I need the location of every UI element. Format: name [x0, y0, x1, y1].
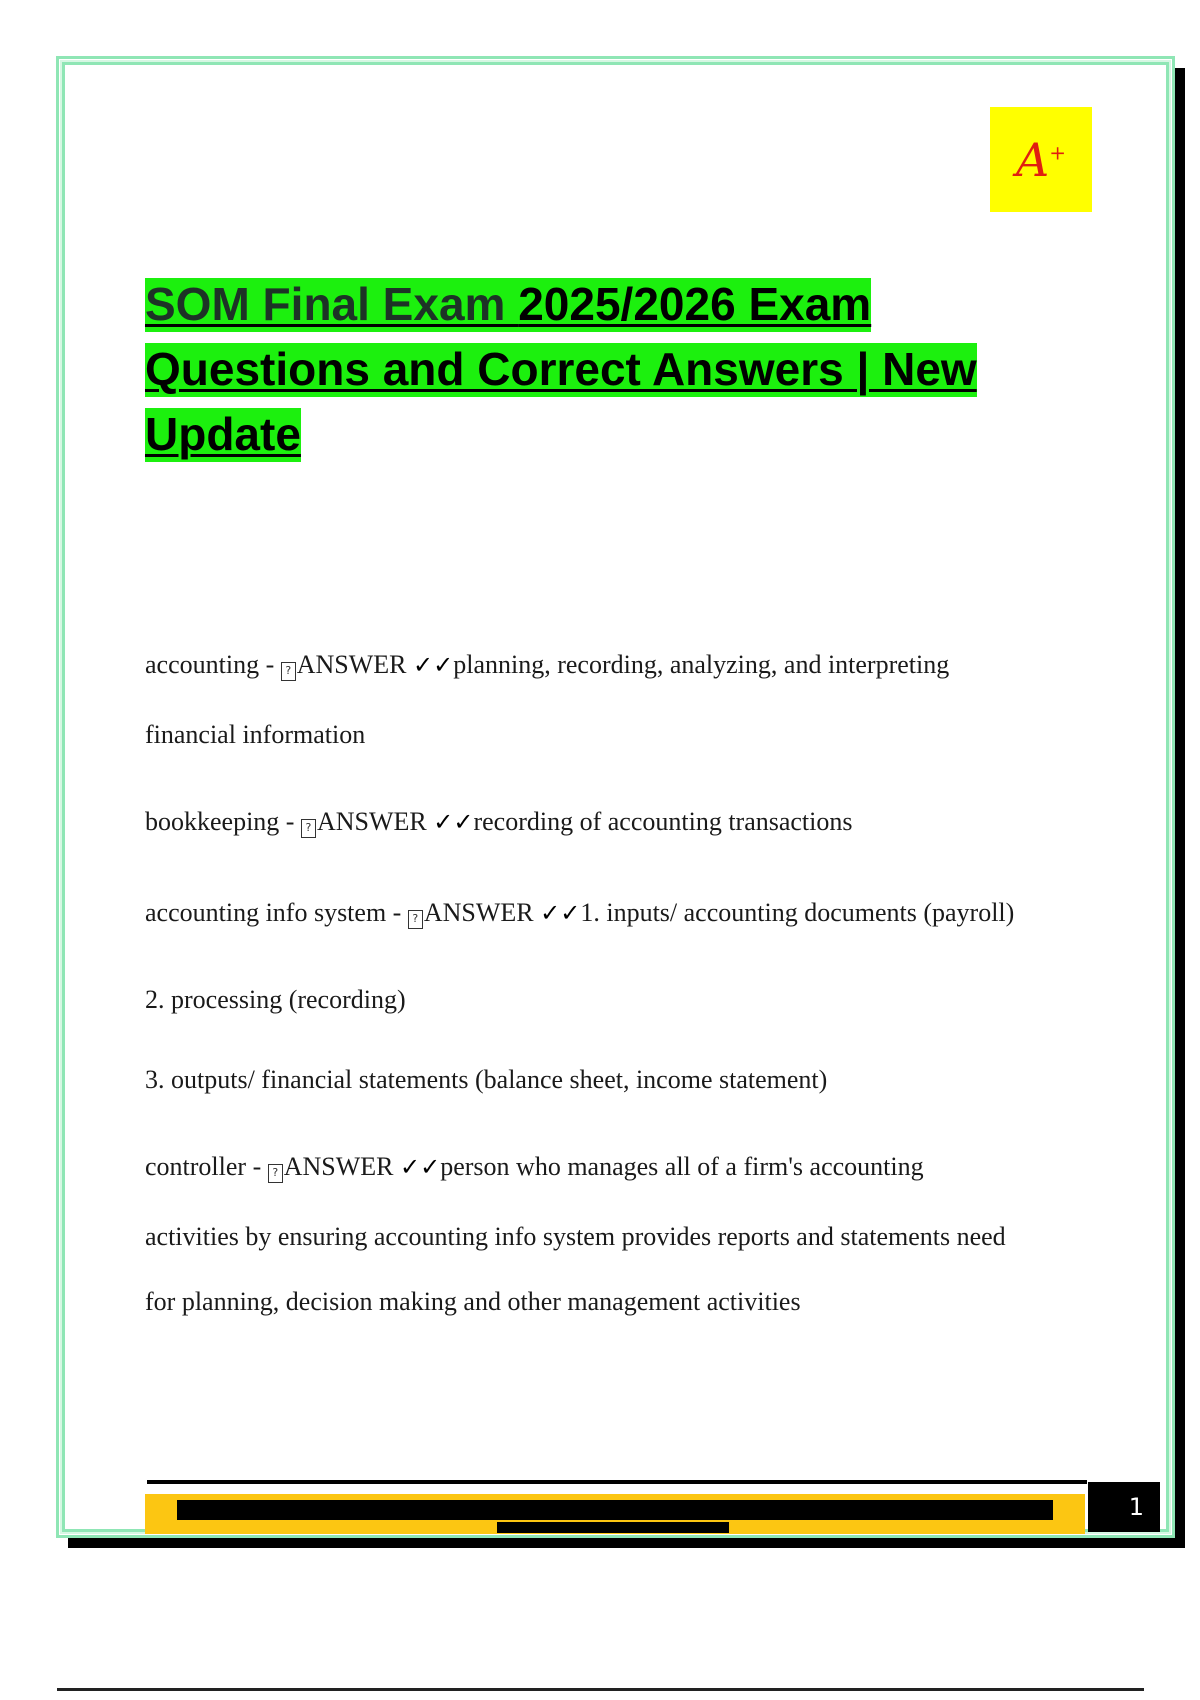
entry-term: controller -: [145, 1152, 268, 1181]
entry-bookkeeping-line-1: [145, 807, 853, 838]
entry-controller-line-2: activities by ensuring accounting info system provides reports and statements need: [145, 1222, 1006, 1251]
entry-controller-line-1: [145, 1152, 924, 1183]
missing-glyph-icon: ?: [268, 1164, 283, 1183]
entry-term: bookkeeping -: [145, 807, 301, 836]
logo-letter: A: [1016, 132, 1050, 187]
title-line-2: Questions and Correct Answers | New: [145, 343, 977, 395]
answer-marker: ANSWER: [423, 898, 541, 927]
entry-answer: recording of accounting transactions: [473, 807, 853, 836]
missing-glyph-icon: ?: [281, 662, 296, 681]
title-line-1-part-a: SOM Final Exam: [145, 278, 519, 330]
footer-small-bar: [497, 1522, 729, 1533]
entry-accounting-line-1: [145, 650, 949, 681]
answer-marker: ANSWER: [296, 650, 414, 679]
answer-marker: ANSWER: [316, 807, 434, 836]
missing-glyph-icon: ?: [301, 819, 316, 838]
entry-answer: person who manages all of a firm's accounting: [440, 1152, 924, 1181]
next-page-divider: [57, 1688, 1144, 1691]
entry-ais-line-1: [145, 898, 1014, 929]
entry-answer: planning, recording, analyzing, and interpreting: [453, 650, 950, 679]
entry-ais-line-2: 2. processing (recording): [145, 985, 406, 1014]
document-title: [145, 272, 1045, 467]
a-plus-grade-icon: [1016, 132, 1066, 187]
page-number: 1: [1088, 1482, 1160, 1532]
logo-plus: +: [1049, 140, 1066, 165]
footer-rule: [147, 1480, 1087, 1484]
missing-glyph-icon: ?: [408, 910, 423, 929]
double-check-icon: ✓✓: [400, 1153, 441, 1181]
title-line-1: [145, 278, 871, 332]
double-check-icon: ✓✓: [540, 899, 581, 927]
entry-term: accounting -: [145, 650, 281, 679]
answer-marker: ANSWER: [283, 1152, 401, 1181]
title-line-3: Update: [145, 408, 301, 460]
entry-controller-line-3: for planning, decision making and other management activities: [145, 1287, 801, 1316]
footer-black-bar: [177, 1500, 1053, 1520]
entry-answer: 1. inputs/ accounting documents (payroll): [580, 898, 1015, 927]
entry-ais-line-3: 3. outputs/ financial statements (balance sheet, income statement): [145, 1065, 828, 1094]
entry-accounting-line-2: financial information: [145, 720, 366, 749]
double-check-icon: ✓✓: [413, 651, 454, 679]
grade-logo: [990, 107, 1092, 212]
title-line-1-part-b: 2025/2026 Exam: [518, 278, 872, 330]
entry-term: accounting info system -: [145, 898, 408, 927]
double-check-icon: ✓✓: [433, 808, 474, 836]
